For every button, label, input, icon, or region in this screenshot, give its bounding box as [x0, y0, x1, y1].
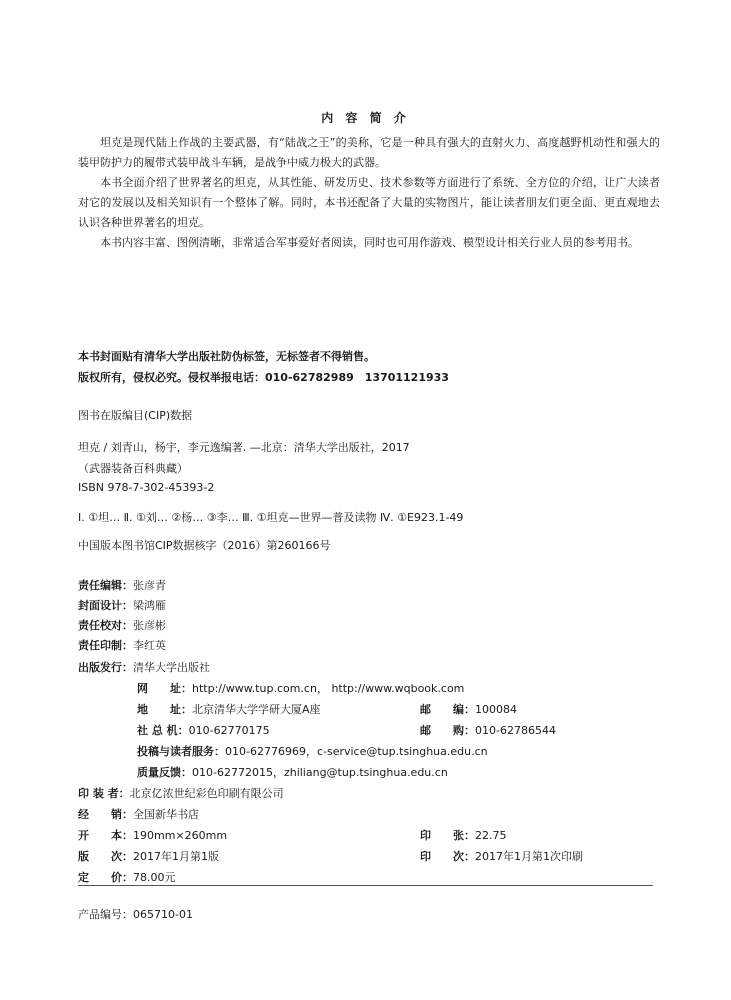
spec-format-value: 190mm×260mm	[133, 829, 228, 842]
staff-cover-value: 梁鸿雁	[133, 599, 166, 612]
staff-print	[78, 637, 166, 653]
spec-price-label: 定 价：	[78, 871, 133, 884]
staff-cover-label: 封面设计：	[78, 599, 133, 612]
spec-format-label: 开 本：	[78, 829, 133, 842]
spec-edition	[78, 848, 219, 864]
spec-printing-label: 印 次：	[420, 850, 475, 863]
publisher-mail-order-value: 010-62786544	[475, 724, 556, 737]
staff-editor-label: 责任编辑：	[78, 579, 133, 592]
staff-proof	[78, 617, 166, 633]
spec-printing-value: 2017年1月第1次印刷	[475, 850, 583, 863]
publisher-switchboard-value: 010-62770175	[188, 724, 270, 737]
publisher-quality-feedback-label: 质量反馈：	[137, 766, 192, 779]
spec-distributor-value: 全国新华书店	[133, 808, 199, 821]
publisher-web	[137, 680, 464, 696]
spec-printer	[78, 785, 284, 801]
staff-publisher-label: 出版发行：	[78, 661, 133, 674]
product-code: 产品编号：065710-01	[78, 908, 193, 921]
publisher-web-value: http://www.tup.com.cn， http://www.wqbook.com	[192, 682, 465, 695]
publisher-address	[137, 701, 321, 717]
cip-line-record: 中国版本图书馆CIP数据核字（2016）第260166号	[78, 539, 331, 552]
spec-price	[78, 869, 176, 885]
spec-printing	[420, 848, 583, 864]
publisher-postcode-value: 100084	[475, 703, 517, 716]
publisher-address-label: 地 址：	[137, 703, 192, 716]
publisher-reader-service-value: 010-62776969，c-service@tup.tsinghua.edu.cn	[225, 745, 488, 758]
cip-line-author: 坦克 / 刘青山，杨宇，李元逸编著. —北京：清华大学出版社，2017	[78, 441, 410, 454]
staff-editor-value: 张彦青	[133, 579, 166, 592]
publisher-postcode	[420, 701, 517, 717]
intro-paragraph-1: 坦克是现代陆上作战的主要武器，有“陆战之王”的美称，它是一种具有强大的直射火力、高度越野机动性和强大的装甲防护力的履带式装甲战斗车辆，是战争中威力极大的武器。	[78, 136, 660, 169]
intro-title: 内 容 简 介	[321, 111, 410, 125]
spec-distributor	[78, 806, 199, 822]
spec-format	[78, 827, 227, 843]
spec-price-value: 78.00元	[133, 871, 176, 884]
cip-line-series: （武器装备百科典藏）	[78, 462, 188, 475]
publisher-quality-feedback	[137, 764, 448, 780]
intro-paragraph-3: 本书内容丰富、图例清晰，非常适合军事爱好者阅读，同时也可用作游戏、模型设计相关行业人员的参考用书。	[100, 236, 639, 249]
publisher-switchboard-label: 社 总 机：	[137, 724, 189, 737]
staff-proof-label: 责任校对：	[78, 619, 133, 632]
spec-sheets-label: 印 张：	[420, 829, 475, 842]
publisher-mail-order	[420, 722, 556, 738]
spec-edition-value: 2017年1月第1版	[133, 850, 219, 863]
staff-publisher-value: 清华大学出版社	[133, 661, 210, 674]
intro-paragraph-2: 本书全面介绍了世界著名的坦克，从其性能、研发历史、技术参数等方面进行了系统、全方位的介绍，让广大读者对它的发展以及相关知识有一个整体了解。同时，本书还配备了大量的实物图片，能让读者朋友们更全面、更直观地去认识各种世界著名的坦克。	[78, 176, 660, 229]
staff-print-value: 李红英	[133, 639, 166, 652]
publisher-quality-feedback-value: 010-62772015，zhiliang@tup.tsinghua.edu.cn	[192, 766, 448, 779]
publisher-mail-order-label: 邮 购：	[420, 724, 475, 737]
publisher-switchboard	[137, 722, 270, 738]
anti-counterfeit-notice: 本书封面贴有清华大学出版社防伪标签，无标签者不得销售。	[78, 350, 375, 363]
publisher-postcode-label: 邮 编：	[420, 703, 475, 716]
publisher-web-label: 网 址：	[137, 682, 192, 695]
staff-print-label: 责任印制：	[78, 639, 133, 652]
cip-line-classification: Ⅰ. ①坦… Ⅱ. ①刘… ②杨… ③李… Ⅲ. ①坦克—世界—普及读物 Ⅳ. ①E923.1-49	[78, 511, 464, 524]
spec-sheets	[420, 827, 507, 843]
staff-cover	[78, 597, 166, 613]
spec-distributor-label: 经 销：	[78, 808, 133, 821]
spec-printer-value: 北京亿浓世纪彩色印刷有限公司	[129, 787, 284, 800]
cip-title: 图书在版编目(CIP)数据	[78, 409, 193, 422]
spec-printer-label: 印 装 者：	[78, 787, 130, 800]
copyright-notice: 版权所有，侵权必究。侵权举报电话：010-62782989 13701121933	[78, 371, 449, 384]
publisher-address-value: 北京清华大学学研大厦A座	[192, 703, 321, 716]
intro-body	[78, 133, 660, 253]
spec-edition-label: 版 次：	[78, 850, 133, 863]
spec-sheets-value: 22.75	[475, 829, 507, 842]
publisher-reader-service-label: 投稿与读者服务：	[137, 745, 225, 758]
cip-line-isbn: ISBN 978-7-302-45393-2	[78, 481, 215, 494]
staff-proof-value: 张彦彬	[133, 619, 166, 632]
staff-publisher	[78, 659, 210, 675]
publisher-reader-service	[137, 743, 488, 759]
footer-divider	[78, 885, 653, 886]
staff-editor	[78, 577, 166, 593]
